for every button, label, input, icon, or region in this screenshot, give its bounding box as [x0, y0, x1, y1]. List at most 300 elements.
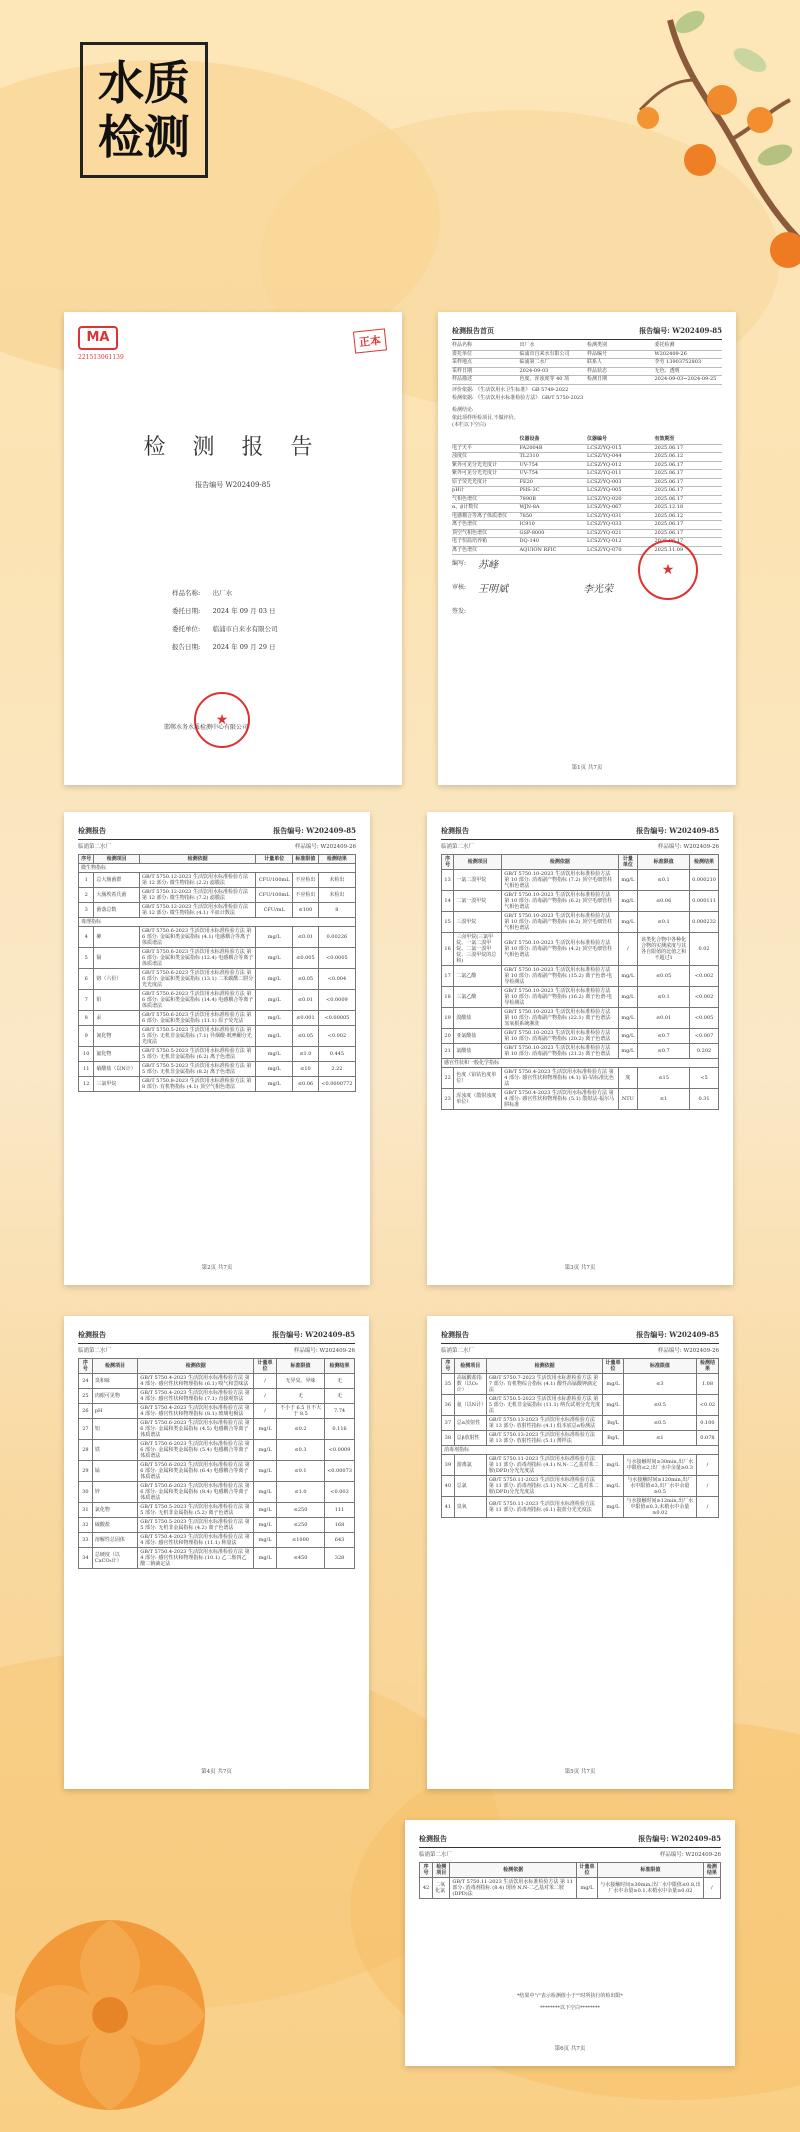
row-number: 35 [442, 1374, 455, 1395]
equipment-cell: 气相色谱仪 [452, 495, 478, 502]
test-result: <0.004 [318, 969, 355, 990]
info-value: 无色、透明 [654, 367, 680, 374]
info-row [452, 351, 722, 360]
row-number: 41 [442, 1497, 455, 1518]
row-number: 1 [79, 873, 94, 888]
test-method: GB/T 5750.12-2023 生活饮用水标准检验方法 第 12 部分: 微生物指标 (4.1) 平皿计数法 [139, 903, 255, 918]
cover-info [172, 584, 278, 656]
row-number: 40 [442, 1476, 455, 1497]
standard-limit: ≤15 [638, 1068, 690, 1089]
standards [452, 387, 722, 402]
section-row [79, 918, 356, 927]
table-header-cell: 标准限值 [598, 1863, 704, 1878]
table-header-cell: 检测项目 [454, 1359, 486, 1374]
row-number: 5 [79, 948, 94, 969]
item-name: 二氯一溴甲烷 [454, 891, 502, 912]
info-key: 检测类别 [587, 342, 608, 348]
page-header [441, 826, 719, 840]
row-number: 27 [79, 1419, 93, 1440]
cover-row-value: 2024 年 09 月 03 日 [212, 607, 276, 615]
evaluation-standard: 评价依据: 《生活饮用水卫生标准》 GB 5749-2022 [452, 387, 569, 393]
equipment-cell: 2025.12.18 [654, 504, 684, 510]
table-header-cell: 计量单位 [618, 855, 638, 870]
table-row [442, 1068, 719, 1089]
equipment-cell: 电子恒温培养箱 [452, 538, 488, 544]
table-row [79, 969, 356, 990]
test-result: <0.02 [696, 1395, 718, 1416]
test-method: GB/T 5750.10-2023 生活饮用水标准检验方法 第 10 部分: 消毒副产物指标 (15.2) 离子色谱-电导检测法 [502, 966, 618, 987]
item-name: 锌 [92, 1482, 137, 1503]
table-header-cell: 检测依据 [486, 1359, 602, 1374]
standard-limit: ≤0.1 [638, 870, 690, 891]
table-row [442, 1008, 719, 1029]
cover-row-label: 委托单位: [172, 625, 201, 633]
page-footer: 第3页 共7页 [564, 1265, 596, 1271]
page-header-number: 报告编号: W202409-85 [638, 1834, 721, 1843]
page-header [78, 826, 356, 840]
row-number: 29 [79, 1461, 93, 1482]
standard-limit: ≤1.0 [293, 1047, 319, 1062]
standard-limit: 无异臭、异味 [276, 1374, 324, 1389]
row-number: 19 [442, 1008, 454, 1029]
page-header [441, 1330, 719, 1344]
info-key: 采样日期 [452, 367, 473, 374]
item-name: 氨（以N计） [454, 1395, 486, 1416]
test-method: GB/T 5750.8-2023 生活饮用水标准检验方法 第 8 部分: 有机物指标 (4.1) 顶空气相色谱法 [139, 1077, 255, 1092]
unit: mg/L [603, 1455, 624, 1476]
equipment-cell: FE20 [519, 478, 533, 485]
test-method: GB/T 5750.6-2023 生活饮用水标准检验方法 第 6 部分: 金属和类金属指标 (13.1) 二苯碳酰二肼分光光度法 [139, 969, 255, 990]
equipment-header-cell: 有效期至 [654, 436, 675, 442]
sign-label: 编写: [452, 560, 467, 567]
table-header-cell: 计量单位 [256, 855, 293, 864]
item-name: 汞 [94, 1011, 140, 1026]
test-method: GB/T 5750.4-2023 生活饮用水标准检验方法 第 4 部分: 感官性状和物理指标 (7.1) 直接观察法 [138, 1389, 254, 1404]
equipment-row [452, 513, 722, 522]
table-row [442, 933, 719, 966]
unit: CFU/100mL [256, 888, 293, 903]
table-row [79, 1518, 355, 1533]
equipment-cell: 2025.06.12 [654, 512, 684, 519]
unit: Bq/L [603, 1416, 624, 1431]
row-number: 20 [442, 1029, 454, 1044]
table-row [79, 1374, 355, 1389]
test-result: / [696, 1497, 718, 1518]
equipment-cell: 2025.06.17 [654, 495, 684, 502]
table-header-cell: 检测项目 [94, 855, 140, 864]
equipment-cell: LCSZ/YQ-012 [587, 538, 622, 544]
standard-limit: ≤1 [623, 1431, 696, 1446]
table-header-cell: 计量单位 [576, 1863, 597, 1878]
equipment-cell: IC910 [519, 521, 535, 527]
test-method: GB/T 5750.5-2023 生活饮用水标准检验方法 第 5 部分: 无机非金属指标 (4.2) 离子色谱法 [138, 1518, 254, 1533]
test-result: 0.078 [696, 1431, 718, 1446]
table-row [442, 987, 719, 1008]
cover-row-label: 委托日期: [172, 607, 201, 615]
item-name: 氯化物 [92, 1503, 137, 1518]
item-name: 铅 [94, 990, 140, 1011]
table-row [442, 1395, 719, 1416]
item-name: 总硬度（以CaCO₃计） [92, 1548, 137, 1569]
equipment-list [452, 436, 722, 555]
sign-label: 签发: [452, 608, 467, 615]
table-row [79, 948, 356, 969]
item-name: 大肠埃希氏菌 [94, 888, 140, 903]
item-name: 菌落总数 [94, 903, 140, 918]
table-header-row [442, 855, 719, 870]
item-name: 高锰酸盐指数（以O₂计） [454, 1374, 486, 1395]
info-key: 联系人 [587, 359, 603, 365]
table-header-cell: 检测结果 [703, 1863, 720, 1878]
unit: / [618, 933, 638, 966]
row-number: 33 [79, 1533, 93, 1548]
table-row [79, 1503, 355, 1518]
row-number: 2 [79, 888, 94, 903]
item-name: 三氯乙酸 [454, 987, 502, 1008]
unit: 度 [618, 1068, 638, 1089]
page-header [78, 1330, 355, 1344]
table-row [442, 1374, 719, 1395]
test-method: GB/T 5750.5-2023 生活饮用水标准检验方法 第 5 部分: 无机非金属指标 (11.1) 纳氏试剂分光光度法 [486, 1395, 602, 1416]
unit: mg/L [618, 1044, 638, 1059]
equipment-cell: LCSZ/YQ-031 [587, 512, 622, 519]
equipment-cell: GSP-8000 [519, 529, 545, 536]
equipment-cell: pH计 [452, 487, 465, 493]
test-method: GB/T 5750.10-2023 生活饮用水标准检验方法 第 10 部分: 消毒副产物指标 (6.2) 顶空毛细管柱气相色谱法 [502, 891, 618, 912]
page-header-title: 检测报告 [78, 1330, 106, 1339]
section-row [79, 864, 356, 873]
page-header-title: 检测报告 [441, 1330, 469, 1339]
equipment-cell: 电子天平 [452, 444, 473, 451]
item-name: 镉 [94, 948, 140, 969]
equipment-row [452, 487, 722, 496]
standard-limit: 与水接触时间≥30min,出厂水中限值≤2,出厂水中余量≥0.3 [623, 1455, 696, 1476]
standard-limit: ≤0.1 [276, 1461, 324, 1482]
page-subheader [419, 1850, 721, 1858]
test-result: <0.002 [690, 966, 719, 987]
standard-limit: ≤250 [276, 1518, 324, 1533]
test-result: 未检出 [318, 873, 355, 888]
info-key: 检测日期 [587, 376, 608, 382]
standard-limit: ≤0.05 [293, 1026, 319, 1047]
item-name: 溴酸盐 [454, 1008, 502, 1029]
info-row [452, 368, 722, 377]
sample-id: 样品编号: W202409-26 [294, 844, 356, 850]
item-name: 砷 [94, 927, 140, 948]
table-header-cell: 检测依据 [139, 855, 255, 864]
equipment-row [452, 462, 722, 471]
unit: mg/L [256, 927, 293, 948]
table-row [79, 1062, 356, 1077]
table-header-cell: 检测结果 [325, 1359, 355, 1374]
equipment-cell: 2025.06.12 [654, 453, 684, 459]
table-header-cell: 标准限值 [276, 1359, 324, 1374]
row-number: 9 [79, 1026, 94, 1047]
test-result: 328 [325, 1548, 355, 1569]
cover-row-label: 报告日期: [172, 643, 201, 651]
cover-organization: 邯郸水务水质检测中心有限公司 [164, 724, 249, 731]
test-method: GB/T 5750.11-2023 生活饮用水标准检验方法 第 11 部分: 消毒剂指标 (8.4) 现场 N,N-二乙基对苯二胺(DPD)法 [450, 1878, 576, 1899]
row-number: 37 [442, 1416, 455, 1431]
equipment-cell: WJN-8A [519, 504, 540, 510]
page-header-title: 检测报告 [441, 826, 469, 835]
unit: CFU/100mL [256, 873, 293, 888]
row-number: 22 [442, 1068, 454, 1089]
equipment-row [452, 470, 722, 479]
test-result: 0.31 [690, 1089, 719, 1110]
unit: mg/L [256, 990, 293, 1011]
sample-unit: 临浦第二水厂 [78, 1348, 112, 1354]
info-key: 样品编号 [587, 350, 608, 357]
page-subheader [78, 1346, 355, 1354]
standard-limit: 不应检出 [293, 888, 319, 903]
test-result: / [696, 1476, 718, 1497]
standard-limit: 不应检出 [293, 873, 319, 888]
conclusion [452, 407, 722, 430]
table-row [79, 990, 356, 1011]
table-header-cell: 检测结果 [318, 855, 355, 864]
row-number: 21 [442, 1044, 454, 1059]
test-method: GB/T 5750.6-2023 生活饮用水标准检验方法 第 6 部分: 金属和类金属指标 (11.1) 原子荧光法 [139, 1011, 255, 1026]
equipment-cell: 2025.06.17 [654, 529, 684, 536]
equipment-cell: 2025.06.17 [654, 521, 684, 527]
persimmon-flower-decoration [0, 1905, 220, 2125]
row-number: 38 [442, 1431, 455, 1446]
equipment-cell: LCSZ/YQ-067 [587, 504, 622, 510]
standard-limit: ≤0.3 [276, 1440, 324, 1461]
item-name: 溶解性总固体 [92, 1533, 137, 1548]
item-name: 三卤甲烷(三氯甲烷、一氯二溴甲烷、二氯一溴甲烷、三溴甲烷的总和) [454, 933, 502, 966]
page-header-title: 检测报告首页 [452, 326, 494, 335]
test-result: <0.0005 [318, 948, 355, 969]
table-header-cell: 检测依据 [138, 1359, 254, 1374]
test-method: GB/T 5750.10-2023 生活饮用水标准检验方法 第 10 部分: 消毒副产物指标 (8.2) 顶空毛细管柱气相色谱法 [502, 912, 618, 933]
info-value: 出厂水 [519, 342, 535, 348]
unit: mg/L [254, 1548, 277, 1569]
table-row [442, 912, 719, 933]
info-value: 临浦市自来水有限公司 [519, 350, 570, 357]
standard-limit: ≤0.005 [293, 948, 319, 969]
unit: mg/L [254, 1482, 277, 1503]
unit: mg/L [603, 1374, 624, 1395]
table-header-cell: 标准限值 [293, 855, 319, 864]
unit: mg/L [256, 1011, 293, 1026]
table-row [79, 1419, 355, 1440]
equipment-cell: 电感耦合等离子体质谱仪 [452, 512, 508, 519]
unit: Bq/L [603, 1431, 624, 1446]
row-number: 11 [79, 1062, 94, 1077]
info-key: 样品名称 [452, 342, 473, 348]
test-method: GB/T 5750.10-2023 生活饮用水标准检验方法 第 10 部分: 消毒副产物指标 (7.2) 顶空毛细管柱气相色谱法 [502, 870, 618, 891]
row-number: 34 [79, 1548, 93, 1569]
info-value: 2024-09-03 [519, 367, 549, 374]
page-header-number: 报告编号: W202409-85 [636, 826, 719, 835]
unit: mg/L [603, 1395, 624, 1416]
sample-unit: 临浦第二水厂 [441, 844, 475, 850]
equipment-cell: 紫外可见分光光度计 [452, 461, 498, 468]
unit: mg/L [618, 891, 638, 912]
report-summary-page [438, 312, 736, 785]
equipment-cell: 2025.06.17 [654, 444, 684, 451]
equipment-row [452, 496, 722, 505]
test-result: / [703, 1878, 720, 1899]
test-result: 0.445 [318, 1047, 355, 1062]
row-number: 4 [79, 927, 94, 948]
test-method: GB/T 5750.12-2023 生活饮用水标准检验方法 第 12 部分: 微生物指标 (2.2) 滤膜法 [139, 873, 255, 888]
info-row [452, 342, 722, 351]
info-key: 样品描述 [452, 376, 473, 382]
unit: mg/L [618, 912, 638, 933]
unit: mg/L [603, 1476, 624, 1497]
equipment-cell: DQ-140 [519, 538, 540, 544]
table-row [79, 1533, 355, 1548]
equipment-cell: 2025.11.09 [654, 546, 684, 553]
equipment-header-cell [452, 436, 520, 444]
sample-id: 样品编号: W202409-26 [657, 844, 719, 850]
results-page-4 [427, 1316, 733, 1789]
results-page-3 [64, 1316, 369, 1789]
table-header-cell: 检测项目 [433, 1863, 450, 1878]
standard-limit: ≤0.5 [623, 1416, 696, 1431]
table-header-cell: 序号 [79, 855, 94, 864]
standard-limit: ≤0.1 [638, 912, 690, 933]
row-number: 25 [79, 1389, 93, 1404]
test-method: GB/T 5750.5-2023 生活饮用水标准检验方法 第 5 部分: 无机非金属指标 (8.2) 离子色谱法 [139, 1062, 255, 1077]
equipment-cell: 7890B [519, 495, 536, 502]
testing-standard: 检测依据: 《生活饮用水标准检验方法》 GB/T 5750-2023 [452, 394, 584, 401]
table-row [79, 1461, 355, 1482]
test-result: 7.74 [325, 1404, 355, 1419]
results-table [441, 1358, 719, 1518]
item-name: 硫酸盐 [92, 1518, 137, 1533]
test-method: GB/T 5750.4-2023 生活饮用水标准检验方法 第 4 部分: 感官性状和物理指标 (10.1) 乙二胺四乙酸二钠滴定法 [138, 1548, 254, 1569]
unit: mg/L [254, 1533, 277, 1548]
standard-limit: ≤0.05 [638, 966, 690, 987]
table-row [79, 1047, 356, 1062]
page-footer: 第6页 共7页 [554, 2046, 586, 2052]
standard-limit: ≤0.01 [638, 1008, 690, 1029]
table-header-cell: 序号 [442, 855, 454, 870]
unit: mg/L [256, 1026, 293, 1047]
table-header-cell: 检测项目 [454, 855, 502, 870]
standard-limit: 与水接触时间≥120min,出厂水中限值≤3,出厂水中余量≥0.5 [623, 1476, 696, 1497]
table-row [442, 1497, 719, 1518]
row-number: 16 [442, 933, 454, 966]
equipment-cell: 离子色谱仪 [452, 521, 478, 527]
table-row [79, 903, 356, 918]
equipment-row [452, 521, 722, 530]
standard-limit: ≤0.001 [293, 1011, 319, 1026]
page-footer: 第4页 共7页 [201, 1769, 232, 1775]
table-row [442, 1431, 719, 1446]
unit: mg/L [256, 1047, 293, 1062]
row-number: 13 [442, 870, 454, 891]
item-name: 总氯 [454, 1476, 486, 1497]
page-footer: 第2页 共7页 [201, 1265, 233, 1271]
cover-report-number: 报告编号 W202409-85 [195, 481, 271, 489]
test-method: GB/T 5750.10-2023 生活饮用水标准检验方法 第 10 部分: 消毒副产物指标 (16.2) 离子色谱-电导检测法 [502, 987, 618, 1008]
cover-row [172, 620, 278, 638]
table-header-cell: 计量单位 [254, 1359, 277, 1374]
table-header-cell: 序号 [442, 1359, 455, 1374]
standard-limit: ≤0.01 [293, 990, 319, 1011]
row-number: 12 [79, 1077, 94, 1092]
row-number: 14 [442, 891, 454, 912]
table-header-row [79, 1359, 355, 1374]
item-name: 氟化物 [94, 1047, 140, 1062]
test-method: GB/T 5750.11-2023 生活饮用水标准检验方法 第 11 部分: 消毒剂指标 (5.1) N,N-二乙基对苯二胺(DPD)分光光度法 [486, 1476, 602, 1497]
unit: mg/L [576, 1878, 597, 1899]
unit: mg/L [618, 987, 638, 1008]
test-result: 111 [325, 1503, 355, 1518]
cover-row-value: 2024 年 09 月 29 日 [212, 643, 276, 651]
results-page-5 [405, 1820, 735, 2066]
test-result: <0.003 [325, 1482, 355, 1503]
info-value: 李劳 13903752803 [654, 359, 702, 365]
sample-id: 样品编号: W202409-26 [659, 1852, 721, 1858]
table-header-cell: 序号 [79, 1359, 93, 1374]
test-method: GB/T 5750.11-2023 生活饮用水标准检验方法 第 11 部分: 消毒剂指标 (6.1) 靛蓝分光光度法 [486, 1497, 602, 1518]
ma-number: 221513061139 [78, 354, 124, 361]
equipment-cell: FA2004B [519, 444, 543, 451]
page-subheader [441, 842, 719, 850]
test-result: 无 [325, 1374, 355, 1389]
item-name: 二氯乙酸 [454, 966, 502, 987]
info-row [452, 376, 722, 385]
equipment-header-cell: 仪器设备 [519, 436, 540, 442]
equipment-row [452, 504, 722, 513]
test-result: 8 [318, 903, 355, 918]
info-key: 委托单位 [452, 350, 473, 357]
equipment-cell: PHS-3C [519, 487, 540, 493]
info-key: 采样地点 [452, 359, 473, 365]
table-header-cell: 检测依据 [450, 1863, 576, 1878]
table-header-row [420, 1863, 721, 1878]
row-number: 28 [79, 1440, 93, 1461]
item-name: 色度（铂钴色度单位） [454, 1068, 502, 1089]
table-header-cell: 标准限值 [638, 855, 690, 870]
section-label: 毒理指标 [79, 918, 356, 927]
item-name: 硝酸盐（以N计） [94, 1062, 140, 1077]
original-stamp: 正本 [353, 328, 387, 353]
test-method: GB/T 5750.10-2023 生活饮用水标准检验方法 第 10 部分: 消毒副产物指标 (20.2) 离子色谱法 [502, 1029, 618, 1044]
table-row [442, 1089, 719, 1110]
test-result: <0.0009 [325, 1440, 355, 1461]
equipment-cell: LCSZ/YQ-003 [587, 478, 622, 485]
equipment-cell: 7850 [519, 512, 533, 519]
row-number: 10 [79, 1047, 94, 1062]
standard-limit: 不小于 6.5 且不大于 8.5 [276, 1404, 324, 1419]
test-method: GB/T 5750.5-2023 生活饮用水标准检验方法 第 5 部分: 无机非金属指标 (5.2) 离子色谱法 [138, 1503, 254, 1518]
table-header-cell: 序号 [420, 1863, 433, 1878]
row-number: 24 [79, 1374, 93, 1389]
unit: mg/L [618, 966, 638, 987]
table-row [79, 888, 356, 903]
test-result: <0.0000772 [318, 1077, 355, 1092]
unit: mg/L [603, 1497, 624, 1518]
row-number: 17 [442, 966, 454, 987]
row-number: 39 [442, 1455, 455, 1476]
row-number: 15 [442, 912, 454, 933]
unit: mg/L [254, 1518, 277, 1533]
page-footer: 第1页 共7页 [571, 765, 603, 771]
standard-limit: ≤1000 [276, 1533, 324, 1548]
unit: / [254, 1374, 277, 1389]
cover-row-value: 临浦市自来水有限公司 [212, 625, 278, 633]
standard-limit: 与水接触时间≥30min,出厂水中限值≤0.8,出厂水中余量≥0.1,末梢水中余量≥0.02 [598, 1878, 704, 1899]
item-name: 锰 [92, 1461, 137, 1482]
table-row [442, 891, 719, 912]
